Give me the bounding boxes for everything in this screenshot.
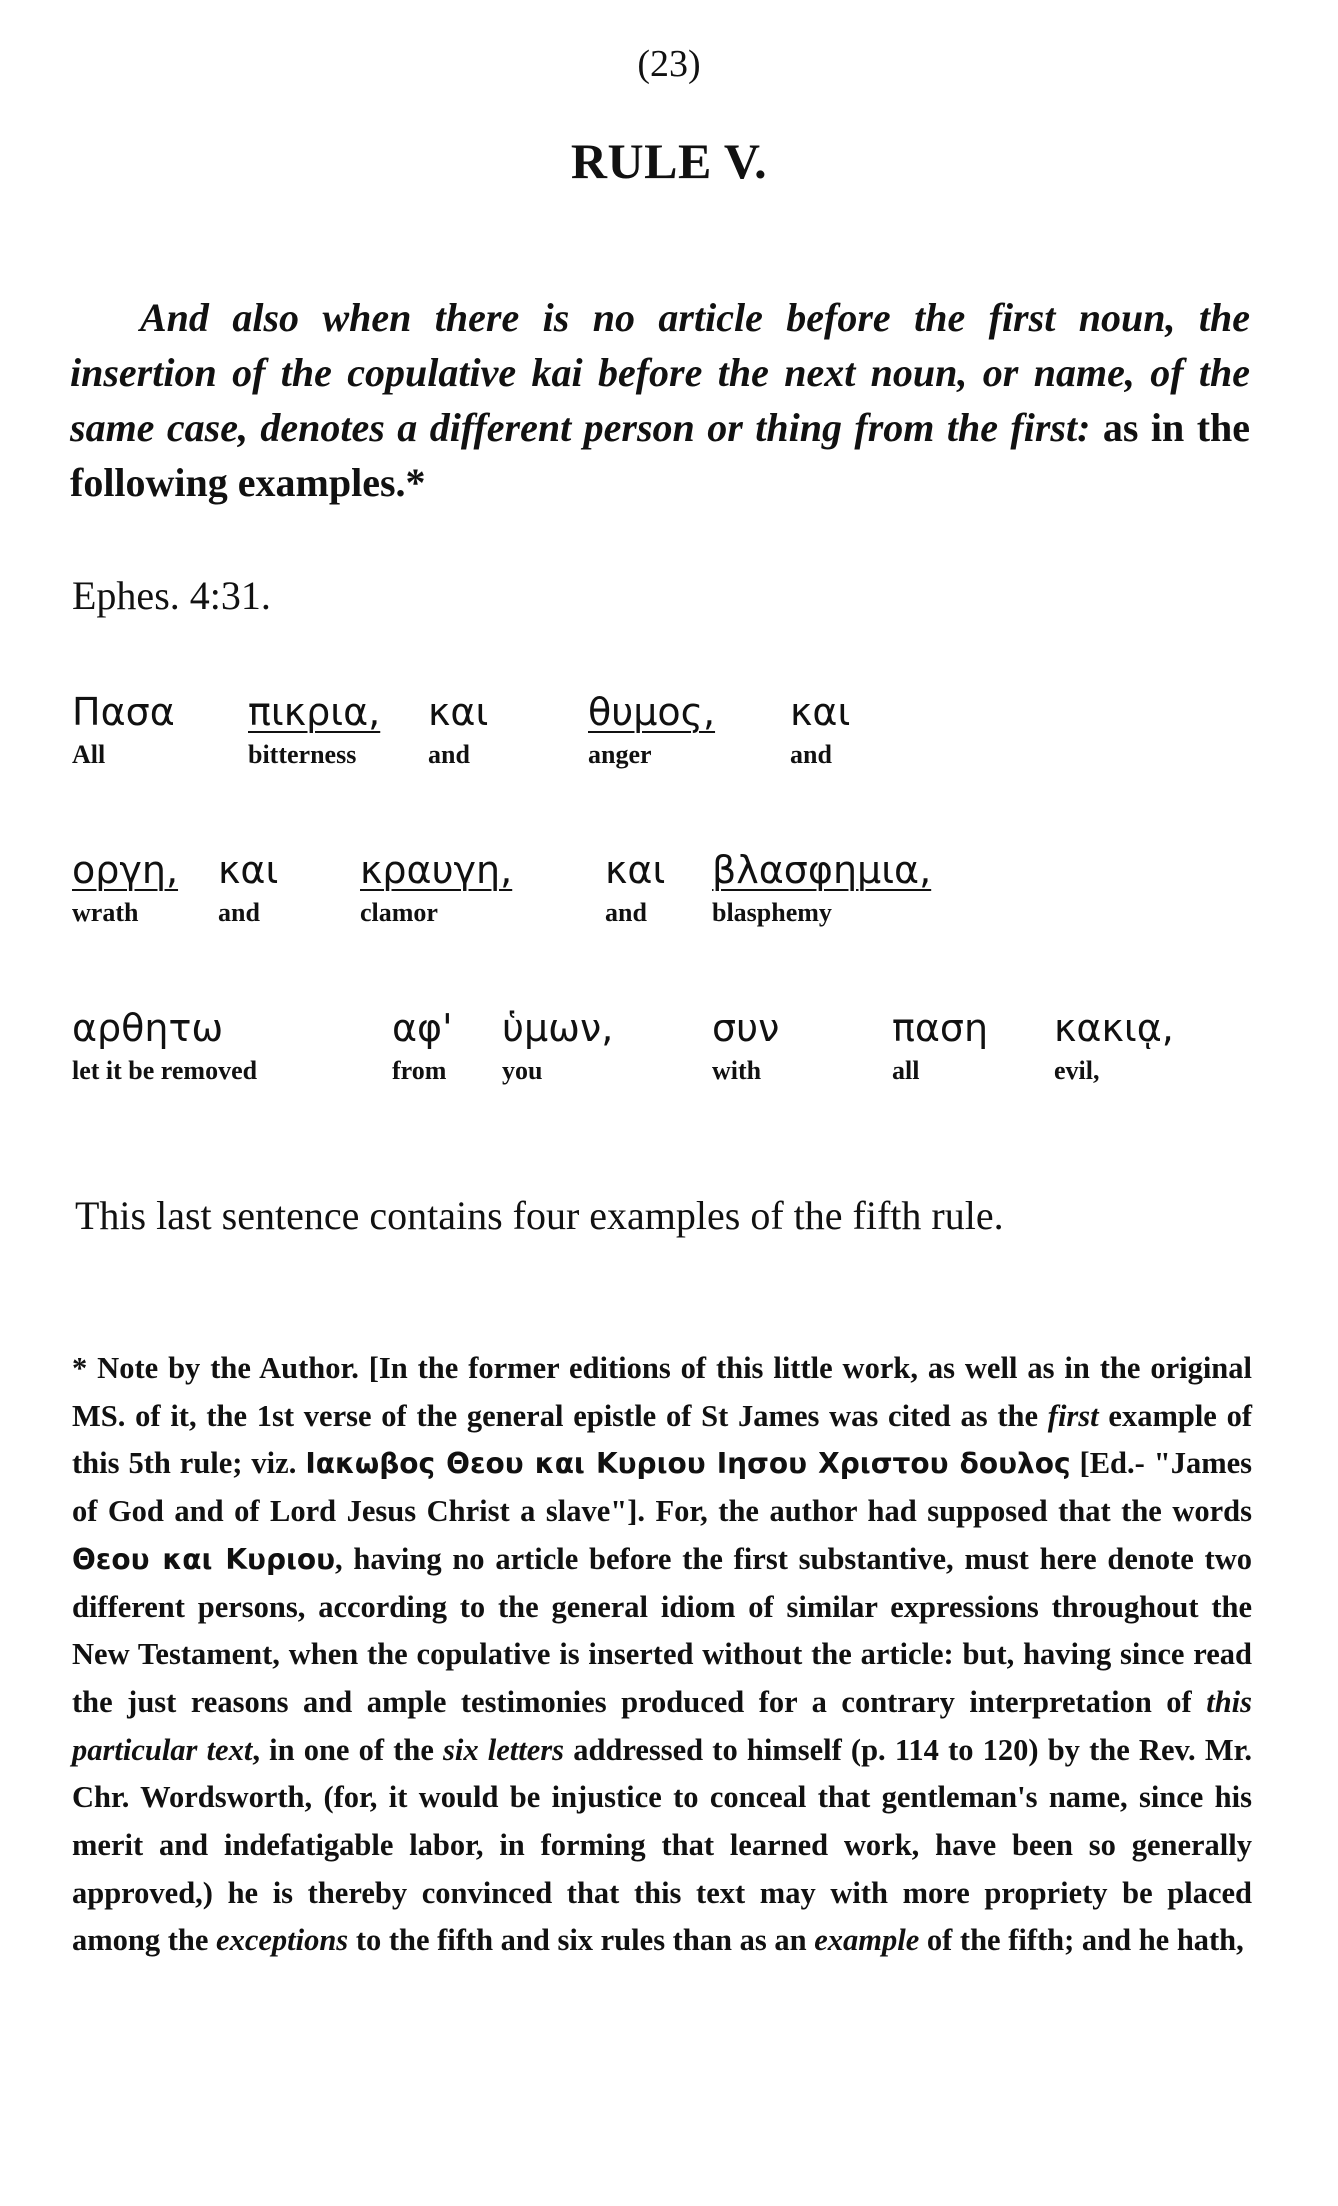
greek-word: οργη, [72,848,179,892]
english-gloss: wrath [72,898,139,927]
footnote-greek: Θεου και Κυριου [72,1542,336,1576]
greek-word: θυμος, [588,690,716,734]
english-gloss: let it be removed [72,1056,258,1085]
greek-word: κραυγη, [360,848,513,892]
word-pair [360,848,512,928]
greek-word: και [790,690,851,734]
footnote-text: * Note by the Author. [In the former editions of this little work, as well as in the original MS. of it, the 1st verse of the general epistle of St James was cited as the [72,1351,1252,1433]
rule-statement [70,290,1250,510]
greek-word: αρθητω [72,1006,224,1050]
greek-word: βλασφημια, [712,848,932,892]
footnote-emphasis: example [814,1923,920,1958]
english-gloss: All [72,740,106,769]
greek-word: πικρια, [248,690,381,734]
scripture-reference: Ephes. 4:31. [72,573,271,618]
footnote-text: to the fifth and six rules than as an [348,1923,815,1958]
footnote-text: [Ed.- "James of God and of Lord Jesus Christ a slave"]. For, the author had supposed that the words [72,1446,1253,1529]
rule-statement-tail: as in the following examples.* [70,405,1251,505]
english-gloss: and [218,898,260,927]
word-pair [218,848,278,928]
footnote-text: addressed to himself (p. 114 to 120) by the Rev. Mr. Chr. Wordsworth, (for, it would be injustice to conceal that gentleman's name, since his merit and indefatigable labor, in forming that learned work, have been so generally approved,) he is thereby convinced that this text may with more propriety be placed among the [72,1732,1252,1958]
english-gloss: clamor [360,898,438,927]
english-gloss: with [712,1056,762,1085]
greek-word: και [218,848,279,892]
english-gloss: and [605,898,647,927]
english-gloss: bitterness [248,740,357,769]
word-pair [605,848,665,928]
footnote-text: example of this 5th rule; viz. [72,1398,1252,1481]
greek-word: και [428,690,489,734]
greek-word: συν [712,1006,780,1050]
word-pair [392,1006,453,1086]
rule-statement-italic: And also when there is no article before the first noun, the insertion of the copulative kai before the next noun, or name, of the same case, denotes a different person or thing from the first: [70,295,1250,450]
english-gloss: from [392,1056,447,1085]
english-gloss: anger [588,740,652,769]
footnote-text: of the fifth; and he hath, [919,1923,1244,1958]
footnote-text: , in one of the [252,1732,444,1767]
word-pair [428,690,488,770]
greek-word: αφ' [392,1006,453,1050]
greek-word: ὑμων, [502,1006,614,1050]
word-pair [712,848,931,928]
greek-word: παση [892,1006,989,1050]
english-gloss: you [502,1056,543,1085]
word-pair [72,1006,257,1086]
footnote-emphasis: six letters [443,1732,565,1767]
english-gloss: evil, [1054,1056,1100,1085]
word-pair [1054,1006,1174,1086]
word-pair [502,1006,613,1086]
footnote [72,1345,1252,1965]
greek-word: κακιᾳ, [1054,1006,1174,1050]
word-pair [72,848,178,928]
english-gloss: and [428,740,470,769]
english-gloss: and [790,740,832,769]
rule-title: RULE V. [570,133,768,189]
word-pair [248,690,380,770]
word-pair [72,690,175,770]
footnote-emphasis: this particular text [72,1684,1252,1767]
english-gloss: all [892,1056,920,1085]
footnote-emphasis: first [1047,1398,1099,1433]
word-pair [790,690,850,770]
footnote-greek: Ιακωβος Θεου και Κυριου Ιησου Χριστου δουλος [305,1447,1071,1481]
footnote-text: , having no article before the first substantive, must here denote two different persons, according to the general idiom of similar expressions throughout the New Testament, when the copulative is inserted without the article: but, having since read the just reasons and ample testimonies produced for a contrary interpretation of [72,1541,1252,1719]
word-pair [588,690,715,770]
page-number: (23) [637,43,701,85]
english-gloss: blasphemy [712,898,832,927]
word-pair [892,1006,988,1086]
greek-word: και [605,848,666,892]
word-pair [712,1006,779,1086]
summary-sentence: This last sentence contains four examples of the fifth rule. [75,1193,1004,1238]
greek-word: Πασα [72,690,175,734]
footnote-emphasis: exceptions [216,1923,349,1958]
